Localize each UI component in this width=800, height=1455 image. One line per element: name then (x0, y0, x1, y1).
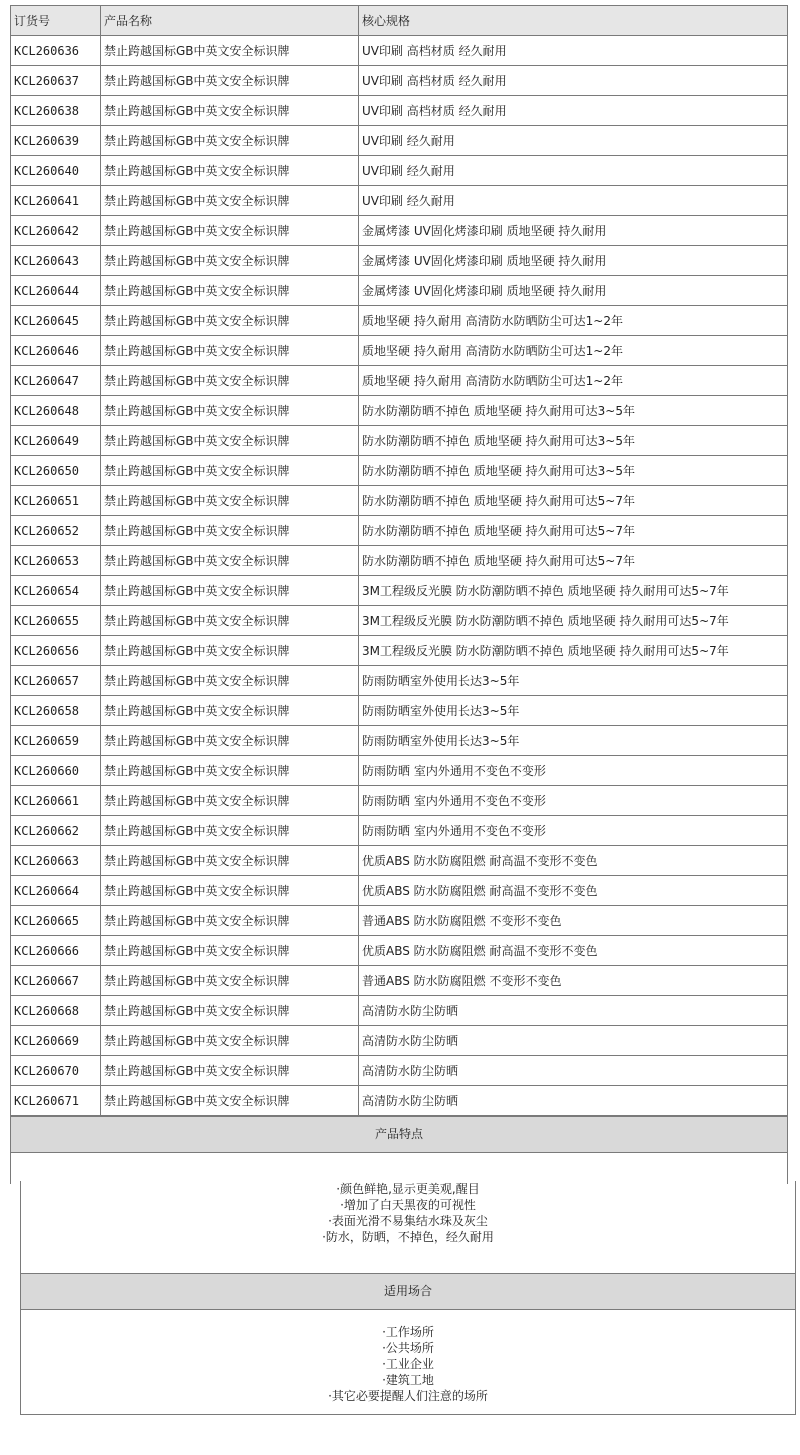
table-row (11, 726, 788, 756)
core-spec-cell: 优质ABS 防水防腐阻燃 耐高温不变形不变色 (359, 876, 788, 906)
table-row (11, 276, 788, 306)
product-name-cell: 禁止跨越国标GB中英文安全标识牌 (101, 936, 359, 966)
core-spec-cell: 高清防水防尘防晒 (359, 1056, 788, 1086)
scenes-header (20, 1273, 796, 1310)
order-number-cell: KCL260642 (11, 216, 101, 246)
order-number-cell: KCL260643 (11, 246, 101, 276)
order-number-cell: KCL260666 (11, 936, 101, 966)
core-spec-cell: 防雨防晒 室内外通用不变色不变形 (359, 816, 788, 846)
order-number-cell: KCL260671 (11, 1086, 101, 1116)
product-name-cell: 禁止跨越国标GB中英文安全标识牌 (101, 756, 359, 786)
scenes-title: 适用场合 (383, 1284, 432, 1298)
product-name-cell: 禁止跨越国标GB中英文安全标识牌 (101, 66, 359, 96)
order-number-cell: KCL260668 (11, 996, 101, 1026)
core-spec-cell: 金属烤漆 UV固化烤漆印刷 质地坚硬 持久耐用 (359, 216, 788, 246)
product-name-cell: 禁止跨越国标GB中英文安全标识牌 (101, 546, 359, 576)
core-spec-cell: 高清防水防尘防晒 (359, 1026, 788, 1056)
core-spec-cell: 高清防水防尘防晒 (359, 996, 788, 1026)
product-name-cell: 禁止跨越国标GB中英文安全标识牌 (101, 366, 359, 396)
header-core-spec: 核心规格 (359, 6, 788, 36)
core-spec-cell: 防水防潮防晒不掉色 质地坚硬 持久耐用可达3~5年 (359, 396, 788, 426)
core-spec-cell: 高清防水防尘防晒 (359, 1086, 788, 1116)
features-body (10, 1152, 788, 1184)
header-product-name: 产品名称 (101, 6, 359, 36)
order-number-cell: KCL260644 (11, 276, 101, 306)
core-spec-cell: 质地坚硬 持久耐用 高清防水防晒防尘可达1~2年 (359, 306, 788, 336)
product-name-cell: 禁止跨越国标GB中英文安全标识牌 (101, 966, 359, 996)
product-name-cell: 禁止跨越国标GB中英文安全标识牌 (101, 1026, 359, 1056)
core-spec-cell: 防水防潮防晒不掉色 质地坚硬 持久耐用可达5~7年 (359, 516, 788, 546)
order-number-cell: KCL260657 (11, 666, 101, 696)
scene-item: ·建筑工地 (382, 1373, 434, 1387)
product-name-cell: 禁止跨越国标GB中英文安全标识牌 (101, 516, 359, 546)
order-number-cell: KCL260665 (11, 906, 101, 936)
product-name-cell: 禁止跨越国标GB中英文安全标识牌 (101, 456, 359, 486)
feature-item: ·表面光滑不易集结水珠及灰尘 (328, 1214, 488, 1228)
table-row (11, 396, 788, 426)
table-row (11, 216, 788, 246)
core-spec-cell: 3M工程级反光膜 防水防潮防晒不掉色 质地坚硬 持久耐用可达5~7年 (359, 636, 788, 666)
product-name-cell: 禁止跨越国标GB中英文安全标识牌 (101, 666, 359, 696)
features-header (10, 1116, 788, 1153)
table-row (11, 36, 788, 66)
core-spec-cell: 防雨防晒 室内外通用不变色不变形 (359, 756, 788, 786)
product-name-cell: 禁止跨越国标GB中英文安全标识牌 (101, 846, 359, 876)
table-row (11, 1086, 788, 1116)
table-row (11, 516, 788, 546)
core-spec-cell: UV印刷 高档材质 经久耐用 (359, 96, 788, 126)
core-spec-cell: UV印刷 经久耐用 (359, 186, 788, 216)
core-spec-cell: 普通ABS 防水防腐阻燃 不变形不变色 (359, 966, 788, 996)
table-row (11, 156, 788, 186)
product-name-cell: 禁止跨越国标GB中英文安全标识牌 (101, 306, 359, 336)
table-row (11, 96, 788, 126)
core-spec-cell: 防水防潮防晒不掉色 质地坚硬 持久耐用可达3~5年 (359, 456, 788, 486)
table-row (11, 876, 788, 906)
product-name-cell: 禁止跨越国标GB中英文安全标识牌 (101, 186, 359, 216)
core-spec-cell: UV印刷 高档材质 经久耐用 (359, 36, 788, 66)
table-row (11, 756, 788, 786)
product-name-cell: 禁止跨越国标GB中英文安全标识牌 (101, 726, 359, 756)
table-row (11, 696, 788, 726)
core-spec-cell: 质地坚硬 持久耐用 高清防水防晒防尘可达1~2年 (359, 336, 788, 366)
table-row (11, 846, 788, 876)
header-order-number: 订货号 (11, 6, 101, 36)
order-number-cell: KCL260648 (11, 396, 101, 426)
order-number-cell: KCL260659 (11, 726, 101, 756)
table-row (11, 936, 788, 966)
order-number-cell: KCL260664 (11, 876, 101, 906)
order-number-cell: KCL260660 (11, 756, 101, 786)
order-number-cell: KCL260656 (11, 636, 101, 666)
table-header-row (11, 6, 788, 36)
table-body (11, 36, 788, 1116)
table-row (11, 126, 788, 156)
order-number-cell: KCL260651 (11, 486, 101, 516)
features-title: 产品特点 (374, 1127, 423, 1141)
table-row (11, 546, 788, 576)
product-name-cell: 禁止跨越国标GB中英文安全标识牌 (101, 996, 359, 1026)
order-number-cell: KCL260662 (11, 816, 101, 846)
core-spec-cell: 金属烤漆 UV固化烤漆印刷 质地坚硬 持久耐用 (359, 276, 788, 306)
product-name-cell: 禁止跨越国标GB中英文安全标识牌 (101, 1086, 359, 1116)
core-spec-cell: UV印刷 经久耐用 (359, 126, 788, 156)
product-name-cell: 禁止跨越国标GB中英文安全标识牌 (101, 246, 359, 276)
order-number-cell: KCL260661 (11, 786, 101, 816)
order-number-cell: KCL260654 (11, 576, 101, 606)
order-number-cell: KCL260655 (11, 606, 101, 636)
product-name-cell: 禁止跨越国标GB中英文安全标识牌 (101, 576, 359, 606)
product-name-cell: 禁止跨越国标GB中英文安全标识牌 (101, 696, 359, 726)
core-spec-cell: 防水防潮防晒不掉色 质地坚硬 持久耐用可达3~5年 (359, 426, 788, 456)
core-spec-cell: 防水防潮防晒不掉色 质地坚硬 持久耐用可达5~7年 (359, 486, 788, 516)
scene-item: ·公共场所 (382, 1341, 434, 1355)
table-row (11, 966, 788, 996)
product-name-cell: 禁止跨越国标GB中英文安全标识牌 (101, 96, 359, 126)
core-spec-cell: UV印刷 高档材质 经久耐用 (359, 66, 788, 96)
product-name-cell: 禁止跨越国标GB中英文安全标识牌 (101, 276, 359, 306)
table-row (11, 576, 788, 606)
feature-item: ·增加了白天黑夜的可视性 (340, 1198, 476, 1212)
order-number-cell: KCL260647 (11, 366, 101, 396)
scene-item: ·工业企业 (382, 1357, 434, 1371)
scenes-body (20, 1309, 796, 1415)
order-number-cell: KCL260652 (11, 516, 101, 546)
product-name-cell: 禁止跨越国标GB中英文安全标识牌 (101, 906, 359, 936)
order-number-cell: KCL260669 (11, 1026, 101, 1056)
scene-item: ·其它必要提醒人们注意的场所 (328, 1389, 488, 1403)
core-spec-cell: 3M工程级反光膜 防水防潮防晒不掉色 质地坚硬 持久耐用可达5~7年 (359, 606, 788, 636)
table-row (11, 66, 788, 96)
order-number-cell: KCL260646 (11, 336, 101, 366)
order-number-cell: KCL260649 (11, 426, 101, 456)
product-name-cell: 禁止跨越国标GB中英文安全标识牌 (101, 486, 359, 516)
product-name-cell: 禁止跨越国标GB中英文安全标识牌 (101, 36, 359, 66)
product-name-cell: 禁止跨越国标GB中英文安全标识牌 (101, 636, 359, 666)
table-row (11, 366, 788, 396)
core-spec-cell: 防雨防晒 室内外通用不变色不变形 (359, 786, 788, 816)
table-row (11, 606, 788, 636)
table-row (11, 1056, 788, 1086)
table-row (11, 186, 788, 216)
product-name-cell: 禁止跨越国标GB中英文安全标识牌 (101, 786, 359, 816)
core-spec-cell: 优质ABS 防水防腐阻燃 耐高温不变形不变色 (359, 846, 788, 876)
table-row (11, 996, 788, 1026)
table-row (11, 246, 788, 276)
table-row (11, 666, 788, 696)
product-name-cell: 禁止跨越国标GB中英文安全标识牌 (101, 816, 359, 846)
features-list (20, 1181, 796, 1273)
feature-item: ·防水，防晒，不掉色，经久耐用 (322, 1230, 494, 1244)
core-spec-cell: 防雨防晒室外使用长达3~5年 (359, 666, 788, 696)
core-spec-cell: 3M工程级反光膜 防水防潮防晒不掉色 质地坚硬 持久耐用可达5~7年 (359, 576, 788, 606)
core-spec-cell: 优质ABS 防水防腐阻燃 耐高温不变形不变色 (359, 936, 788, 966)
core-spec-cell: 金属烤漆 UV固化烤漆印刷 质地坚硬 持久耐用 (359, 246, 788, 276)
order-number-cell: KCL260653 (11, 546, 101, 576)
table-row (11, 426, 788, 456)
table-row (11, 456, 788, 486)
core-spec-cell: 防水防潮防晒不掉色 质地坚硬 持久耐用可达5~7年 (359, 546, 788, 576)
order-number-cell: KCL260667 (11, 966, 101, 996)
order-number-cell: KCL260650 (11, 456, 101, 486)
product-name-cell: 禁止跨越国标GB中英文安全标识牌 (101, 126, 359, 156)
product-name-cell: 禁止跨越国标GB中英文安全标识牌 (101, 426, 359, 456)
core-spec-cell: 防雨防晒室外使用长达3~5年 (359, 726, 788, 756)
spec-table (10, 5, 788, 1116)
table-row (11, 906, 788, 936)
core-spec-cell: 普通ABS 防水防腐阻燃 不变形不变色 (359, 906, 788, 936)
table-row (11, 636, 788, 666)
table-row (11, 816, 788, 846)
scene-item: ·工作场所 (382, 1325, 434, 1339)
table-row (11, 306, 788, 336)
core-spec-cell: 质地坚硬 持久耐用 高清防水防晒防尘可达1~2年 (359, 366, 788, 396)
order-number-cell: KCL260641 (11, 186, 101, 216)
order-number-cell: KCL260645 (11, 306, 101, 336)
product-name-cell: 禁止跨越国标GB中英文安全标识牌 (101, 336, 359, 366)
table-row (11, 486, 788, 516)
order-number-cell: KCL260636 (11, 36, 101, 66)
order-number-cell: KCL260640 (11, 156, 101, 186)
product-name-cell: 禁止跨越国标GB中英文安全标识牌 (101, 876, 359, 906)
order-number-cell: KCL260663 (11, 846, 101, 876)
product-name-cell: 禁止跨越国标GB中英文安全标识牌 (101, 1056, 359, 1086)
feature-item: ·颜色鲜艳,显示更美观,醒目 (336, 1182, 480, 1196)
table-row (11, 786, 788, 816)
order-number-cell: KCL260638 (11, 96, 101, 126)
order-number-cell: KCL260637 (11, 66, 101, 96)
product-name-cell: 禁止跨越国标GB中英文安全标识牌 (101, 606, 359, 636)
order-number-cell: KCL260658 (11, 696, 101, 726)
order-number-cell: KCL260639 (11, 126, 101, 156)
core-spec-cell: UV印刷 经久耐用 (359, 156, 788, 186)
order-number-cell: KCL260670 (11, 1056, 101, 1086)
core-spec-cell: 防雨防晒室外使用长达3~5年 (359, 696, 788, 726)
table-row (11, 1026, 788, 1056)
product-name-cell: 禁止跨越国标GB中英文安全标识牌 (101, 216, 359, 246)
product-name-cell: 禁止跨越国标GB中英文安全标识牌 (101, 396, 359, 426)
table-row (11, 336, 788, 366)
product-name-cell: 禁止跨越国标GB中英文安全标识牌 (101, 156, 359, 186)
